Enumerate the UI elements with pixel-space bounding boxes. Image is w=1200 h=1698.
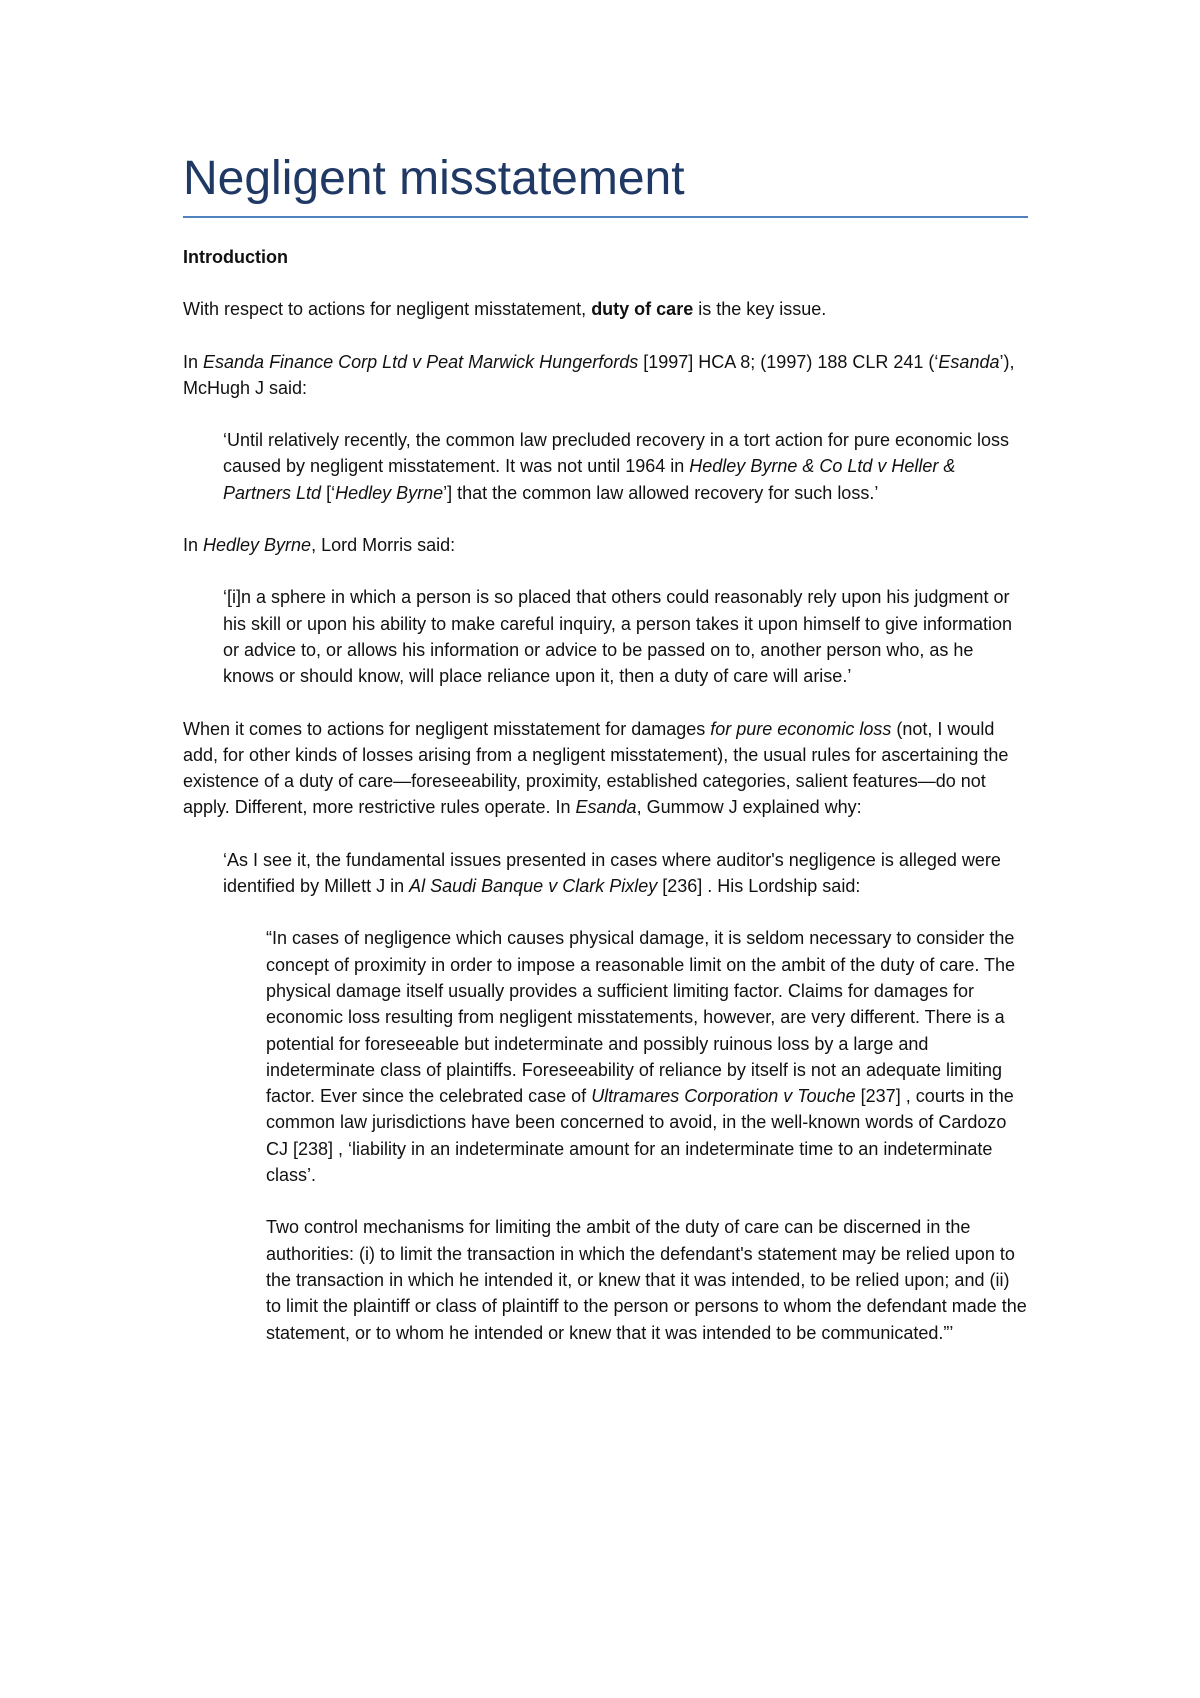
quote-gummow [223,847,1028,900]
quote-lord-morris: ‘[i]n a sphere in which a person is so placed that others could reasonably rely upon his judgment or his skill or upon his ability to make careful inquiry, a person takes it upon himself to give information or advice to, or allows his information or advice to be passed on to, another person who, as he knows or should know, will place reliance upon it, then a duty of care will arise.’ [223,587,1013,687]
text-run: ‘Until relatively recently, the common law precluded recovery in a tort action for pure economic loss caused by negligent misstatement. It was not until 1964 in [223,430,1010,477]
case-name: Hedley Byrne [203,535,312,556]
text-run: With respect to actions for negligent misstatement, [183,299,592,320]
case-short-name: Hedley Byrne [335,482,444,503]
text-run: ’] that the common law allowed recovery for such loss.’ [443,482,879,503]
text-run: [‘ [321,482,336,503]
case-name: Esanda Finance Corp Ltd v Peat Marwick Hungerfords [203,351,639,372]
text-run: “In cases of negligence which causes physical damage, it is seldom necessary to consider the concept of proximity in order to impose a reasonable limit on the ambit of the duty of care. The physical damage itself usually provides a sufficient limiting factor. Claims for damages for economic loss resulting from negligent misstatements, however, are very different. There is a potential for foreseeable but indeterminate and possibly ruinous loss by a large and indeterminate class of plaintiffs. Foreseeability of reliance by itself is not an adequate limiting factor. Ever since the celebrated case of [266,928,1016,1107]
text-run: When it comes to actions for negligent misstatement for damages [183,718,711,739]
case-name: Al Saudi Banque v Clark Pixley [409,876,658,897]
paragraph-lord-morris [183,532,1028,558]
bold-text: duty of care [591,299,694,320]
text-run: [237] , courts in the common law jurisdictions have been concerned to avoid, in the well-known words of Cardozo CJ [238] , ‘liability in an indeterminate amount for an indeterminate time to an indeterminate class’. [266,1086,1014,1186]
text-run: In [183,535,204,556]
text-run: (not, I would add, for other kinds of losses arising from a negligent misstatement), the usual rules for ascertaining the existence of a duty of care—foreseeability, proximity, established categories, salient features—do not apply. Different, more restrictive rules operate. In [183,718,1009,818]
text-run: In [183,351,204,372]
case-name: Hedley Byrne & Co Ltd v Heller & Partners Ltd [223,456,956,503]
case-name: Ultramares Corporation v Touche [591,1086,856,1107]
italic-text: for pure economic loss [710,718,892,739]
text-run: is the key issue. [693,299,827,320]
paragraph-esanda-citation [183,349,1028,402]
paragraph-duty-of-care [183,296,1028,322]
case-short-name: Esanda [575,797,637,818]
text-run: ‘As I see it, the fundamental issues presented in cases where auditor's negligence is alleged were identified by Millett J in [223,849,1001,897]
quote-mchugh [223,427,1028,506]
text-run: ’), McHugh J said: [183,351,1015,398]
case-short-name: Esanda [938,351,1000,372]
text-run: , Gummow J explained why: [636,797,862,818]
quote-millett-1 [266,925,1028,1188]
introduction-heading: Introduction [183,247,288,267]
paragraph-pure-economic-loss [183,716,1028,821]
document-body [183,150,1028,1346]
quote-millett-2: Two control mechanisms for limiting the ambit of the duty of care can be discerned in the authorities: (i) to limit the transaction in which the defendant's statement may be relied upon to the transaction in which he intended it, or knew that it was intended, to be relied upon; and (ii) to limit the plaintiff or class of plaintiff to the person or persons to whom the defendant made the statement, or to whom he intended or knew that it was intended to be communicated.”’ [266,1217,1027,1343]
document-title: Negligent misstatement [183,150,1028,218]
text-run: , Lord Morris said: [311,535,456,556]
text-run: [236] . His Lordship said: [657,876,861,897]
text-run: [1997] HCA 8; (1997) 188 CLR 241 (‘ [638,351,939,372]
